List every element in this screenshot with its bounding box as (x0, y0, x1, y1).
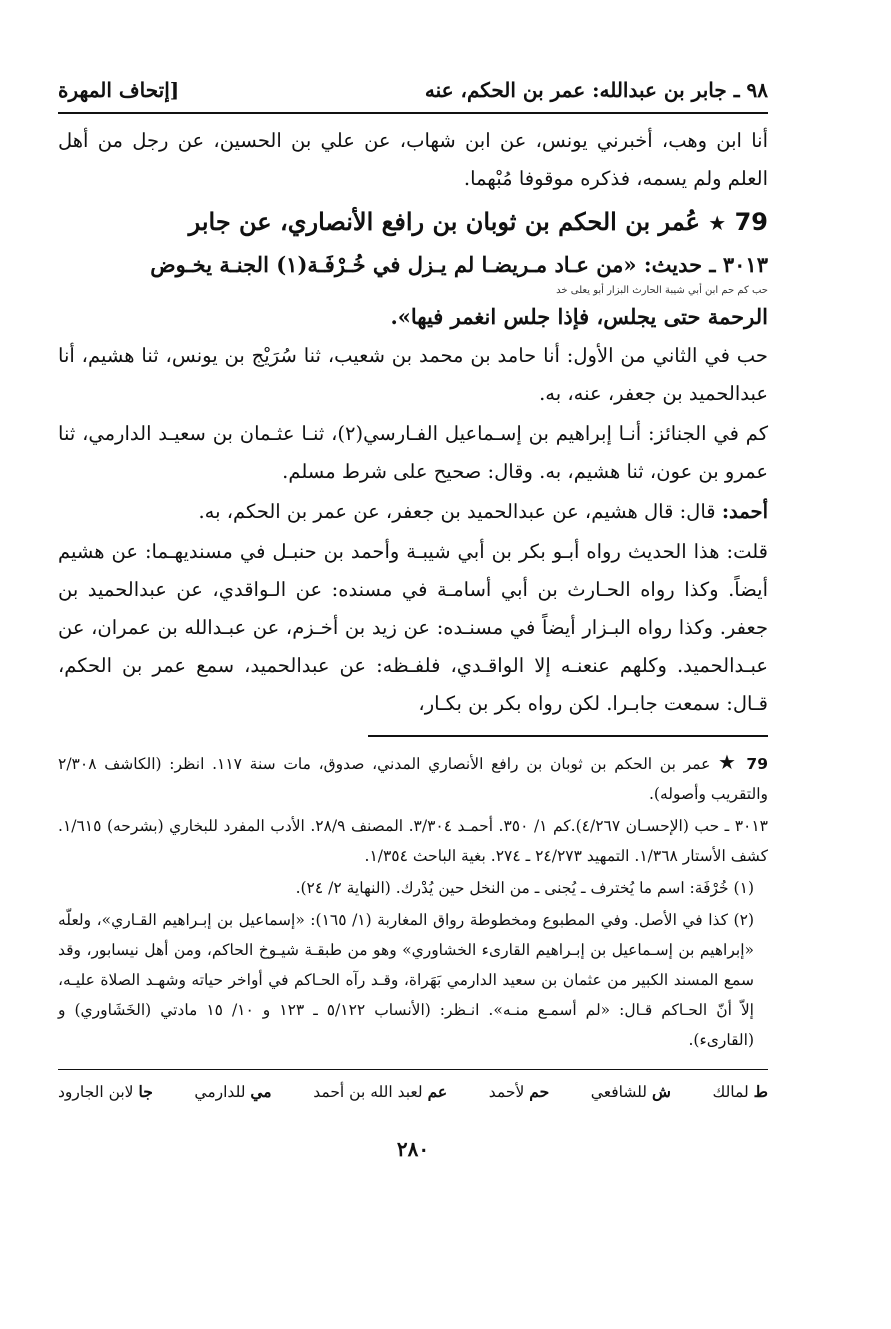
ahmad-text: قال: قال هشيم، عن عبدالحميد بن جعفر، عن عمر بن الحكم، به. (198, 500, 716, 523)
legend-item: ط لمالك (712, 1082, 768, 1101)
legend-rule (58, 1069, 768, 1070)
legend-item: حم لأحمد (488, 1082, 550, 1101)
paragraph-commentary: قلت: هذا الحديث رواه أبـو بكر بن أبي شيبـة وأحمد بن حنبـل في مسنديهـما: عن هشيم أيضاً. وكذا رواه الحـارث بن أبي أسامـة في مسنده: عن الـواقدي، عن عبدالحميد بن جعفر. وكذا رواه البـزار أيضاً في مسنـده: عن زيد بن أخـزم، عن عبـدالله بن عمران، عن عبـدالحميد. وكلهم عنعنـه إلا الواقـدي، فلفـظه: عن عبدالحميد، سمع عمر بن الحكم، قـال: سمعت جابـرا. لكن رواه بكر بن بكـار، (58, 540, 768, 715)
ahmad-label: أحمد: (721, 500, 768, 523)
footnote-2: (٢) كذا في الأصل. وفي المطبوع ومخطوطة رواق المغاربة (١/ ١٦٥): «إسماعيل بن إبـراهيم القـاري»، ولعلّه «إبراهيم بن إسـماعيل بن إبـراهيم القارىء الخشاوري» وهو من طبقـة شيـوخ الحاكم، ومن أهل نيسابور، وقد سمع المسند الكبير من عثمان بن سعيد الدارمي بَهَراة، وقـد رآه الحـاكم في أواخر حياته وشهـد الصلاة عليـه، إلاّ أنّ الحـاكم قـال: «لم أسمـع منـه». انـظر: (الأنساب ٥/١٢٢ ـ ١٢٣ و ١٠/ ١٥ مادتي (الخَشَاوري) و (القارىء). (58, 911, 754, 1049)
legend-item: ش للشافعي (590, 1082, 671, 1101)
page-number: ٢٨٠ (396, 1137, 430, 1161)
star-icon: ★ (708, 211, 727, 235)
star-icon: ★ (718, 750, 739, 774)
biography-title: عُمر بن الحكم بن ثوبان بن رافع الأنصاري، عن جابر (188, 207, 700, 236)
paragraph-continuation: أنا ابن وهب، أخبرني يونس، عن ابن شهاب، عن علي بن الحسين، عن رجل من أهل العلم ولم يسمه، فذكره موقوفا مُبْهما. (58, 129, 768, 190)
paragraph-ahmad (58, 493, 768, 531)
source-codes: حب كم حم ابن أبي شيبة الحارث البزار أبو يعلى خد (556, 285, 768, 296)
legend-item: مي للدارمي (194, 1082, 272, 1101)
document-page (58, 78, 768, 1161)
footnote-rule (368, 735, 768, 737)
footnote-hadith-sources: ٣٠١٣ ـ حب (الإحسـان ٤/٢٦٧).كم ١/ ٣٥٠. أحمـد ٣/٣٠٤. المصنف ٢٨/٩. الأدب المفرد للبخاري (بشرحه) ١/٦١٥. كشف الأستار ١/٣٦٨. التمهيد ٢٤/٢٧٣ ـ ٢٧٤. بغية الباحث ١/٣٥٤. (58, 817, 769, 865)
footnote-1: (١) خُرْفَة: اسم ما يُخترف ـ يُجنى ـ من النخل حين يُدْرك. (النهاية ٢/ ٢٤). (295, 879, 754, 897)
footnote-biography (58, 747, 768, 809)
header-rule (58, 112, 768, 114)
running-header (58, 78, 768, 112)
footnote-biography-text: عمر بن الحكم بن ثوبان بن رافع الأنصاري المدني، صدوق، مات سنة ١١٧. انظر: (الكاشف ٢/٣٠٨ والتقريب وأصوله). (58, 755, 768, 803)
biography-heading (58, 200, 768, 245)
header-book-title: [إتحاف المهرة (58, 78, 180, 102)
footnote-biography-number: 79 (746, 755, 768, 773)
abbreviation-legend (58, 1082, 768, 1101)
legend-item: عم لعبد الله بن أحمد (313, 1082, 448, 1101)
hadith-text-line1: ٣٠١٣ ـ حديث: «من عـاد مـريضـا لم يـزل في خُـرْفَـة(١) الجنـة يخـوض (150, 252, 768, 277)
paragraph-hakim: كم في الجنائز: أنـا إبراهيم بن إسـماعيل الفـارسي(٢)، ثنـا عثـمان بن سعيـد الدارمي، ثنا عمرو بن عون، ثنا هشيم، به. وقال: صحيح على شرط مسلم. (58, 422, 768, 483)
main-text (58, 122, 768, 723)
biography-number: 79 (734, 208, 768, 236)
footnotes (58, 747, 768, 1055)
hadith-text-line2: الرحمة حتى يجلس، فإذا جلس انغمر فيها». (390, 304, 768, 329)
legend-item: جا لابن الجارود (58, 1082, 153, 1101)
paragraph-ibn-hibban: حب في الثاني من الأول: أنا حامد بن محمد بن شعيب، ثنا سُرَيْج بن يونس، ثنا هشيم، أنا عبدالحميد بن جعفر، عنه، به. (58, 344, 768, 405)
header-chapter-title: ٩٨ ـ جابر بن عبدالله: عمر بن الحكم، عنه (424, 78, 768, 102)
